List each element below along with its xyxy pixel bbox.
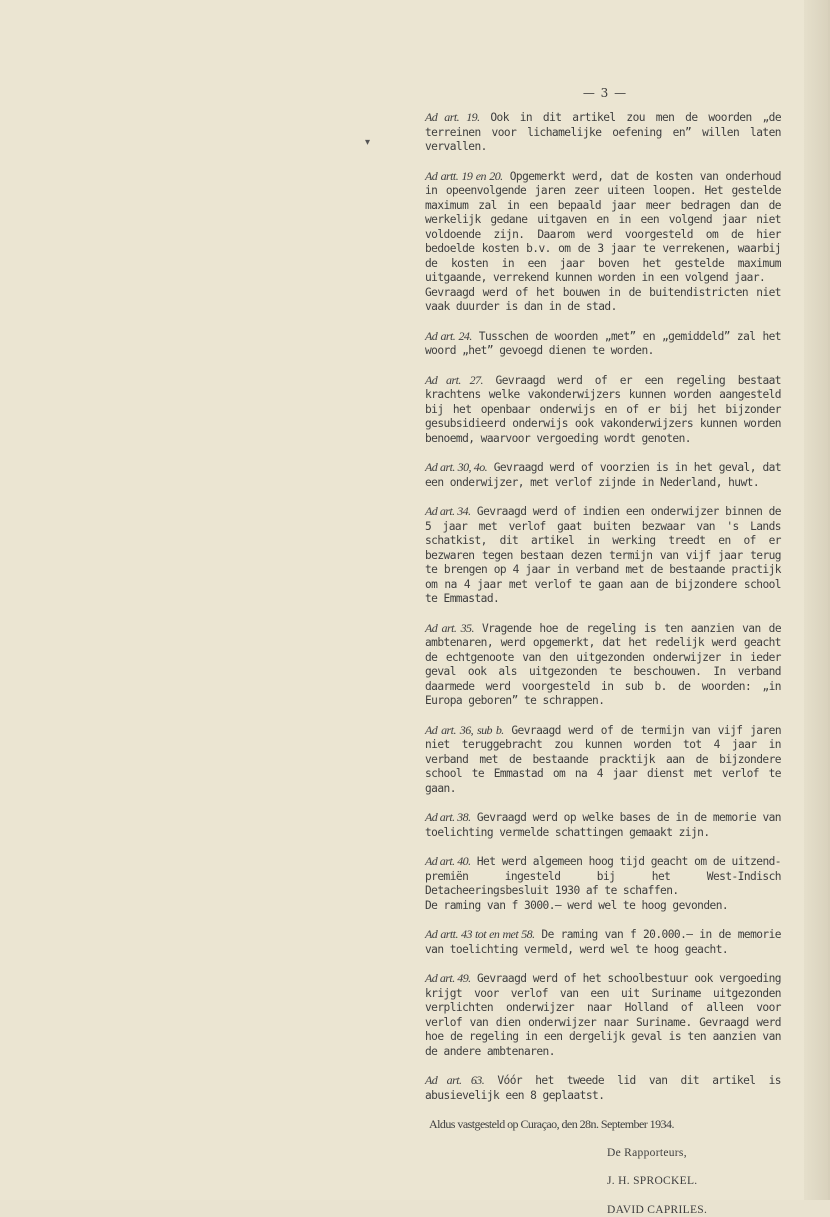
article-ref: Ad art. 35. [425,621,474,635]
paragraph-art-49 [411,971,781,1059]
paragraph-art-34 [411,504,781,607]
paragraph-text: Ook in dit artikel zou men de woorden „de terreinen voor lichamelijke oefening en” willen laten vervallen. [425,111,781,153]
article-ref: Ad art. 27. [425,373,483,387]
margin-mark: ▾ [365,137,370,148]
article-ref: Ad artt. 19 en 20. [425,169,503,183]
paragraph-text: Gevraagd werd of de termijn van vijf jaren niet teruggebracht zou kunnen worden tot 4 jaar in verband met de bestaande pracktijk aan de bijzondere school te Emmastad om na 4 jaar dienst met verlof te gaan. [425,724,781,795]
paragraph-text: Gevraagd werd op welke bases de in de memorie van toelichting vermelde schattingen gemaakt zijn. [425,811,781,839]
paragraph-art-24 [411,329,781,359]
paragraph-art-43-58 [411,927,781,957]
paragraph-art-19-20 [411,169,781,286]
paragraph-text: Gevraagd werd of er een regeling bestaat krachtens welke vakonderwijzers kunnen worden aangesteld bij het openbaar onderwijs en of er bij het bijzonder gesubsidieerd onderwijs ook vakonderwijzers kunnen worden benoemd, waarvoor vergoeding wordt genoten. [425,374,781,445]
paragraph-text: De raming van f 20.000.— in de memorie van toelichting vermeld, werd wel te hoog geacht. [425,928,781,956]
paragraph-text: Het werd algemeen hoog tijd geacht om de uitzend-premiën ingesteld bij het West-Indisch Detacheeringsbesluit 1930 af te schaffen. [425,855,781,897]
article-ref: Ad art. 49. [425,971,471,985]
article-ref: Ad art. 38. [425,810,471,824]
article-ref: Ad art. 40. [425,854,471,868]
paragraph-art-30 [411,460,781,490]
paragraph-art-40-extra [411,899,781,914]
paragraph-text: Vóór het tweede lid van dit artikel is abusievelijk een 8 geplaatst. [425,1074,781,1102]
paragraph-art-35 [411,621,781,709]
article-ref: Ad art. 34. [425,504,471,518]
body-text [411,110,781,1217]
paragraph-art-19 [411,110,781,155]
paragraph-art-36 [411,723,781,797]
closing-statement: Aldus vastgesteld op Curaçao, den 28n. September 1934. [411,1117,781,1132]
paragraph-text: Gevraagd werd of het schoolbestuur ook vergoeding krijgt voor verlof van een uit Suriname uitgezonden verplichten onderwijzer naar Holland of alleen voor verlof van dien onderwijzer naar Suriname. Gevraagd werd hoe de regeling in een dergelijk geval is ten aanzien van de andere ambtenaren. [425,972,781,1058]
article-ref: Ad art. 19. [425,110,480,124]
page-edge [804,0,828,1200]
paragraph-art-38 [411,810,781,840]
paragraph-text: Vragende hoe de regeling is ten aanzien van de ambtenaren, werd opgemerkt, dat het redelijk werd geacht de echtgenoote van den uitgezonden onderwijzer in ieder geval ook als uitgezonden te beschouwen. In verband daarmede werd voorgesteld in sub b. de woorden: „in Europa geboren” te schrappen. [425,622,781,708]
signatures-title: De Rapporteurs, [411,1146,781,1161]
signature-name: J. H. SPROCKEL. [411,1174,781,1189]
article-ref: Ad art. 36, sub b. [425,723,504,737]
page-number: — 3 — [0,86,830,100]
paragraph-text: Tusschen de woorden „met” en „gemiddeld” zal het woord „het” gevoegd dienen te worden. [425,330,781,358]
paragraph-art-27 [411,373,781,447]
paragraph-text: Opgemerkt werd, dat de kosten van onderhoud in opeenvolgende jaren zeer uiteen loopen. Het gestelde maximum zal in een bepaald jaar meer bedragen dan de werkelijk gedane uitgaven en in een volgend jaar niet voldoende zijn. Daarom werd voorgesteld om de hier bedoelde kosten b.v. om de 3 jaar te verrekenen, waarbij de kosten in een jaar boven het gestelde maximum uitgaande, verrekend kunnen worden in een volgend jaar. [425,170,781,285]
paragraph-text: Gevraagd werd of het bouwen in de buitendistricten niet vaak duurder is dan in de stad. [425,286,781,314]
paragraph-art-63 [411,1073,781,1103]
paragraph-text: De raming van f 3000.— werd wel te hoog gevonden. [425,899,728,912]
article-ref: Ad art. 63. [425,1073,484,1087]
signature-name: DAVID CAPRILES. [411,1203,781,1217]
paragraph-art-40 [411,854,781,899]
paragraph-text: Gevraagd werd of voorzien is in het geval, dat een onderwijzer, met verlof zijnde in Nederland, huwt. [425,461,781,489]
paragraph-art-19-20-extra [411,286,781,315]
article-ref: Ad art. 24. [425,329,472,343]
paragraph-text: Gevraagd werd of indien een onderwijzer binnen de 5 jaar met verlof gaat buiten bezwaar van 's Lands schatkist, dit artikel in werking treedt en of er bezwaren tegen bestaan dezen termijn van vijf jaar terug te brengen op 4 jaar in verband met de bestaande practijk om na 4 jaar met verlof te gaan aan de bijzondere school te Emmastad. [425,505,781,605]
article-ref: Ad artt. 43 tot en met 58. [425,927,535,941]
article-ref: Ad art. 30, 4o. [425,460,487,474]
